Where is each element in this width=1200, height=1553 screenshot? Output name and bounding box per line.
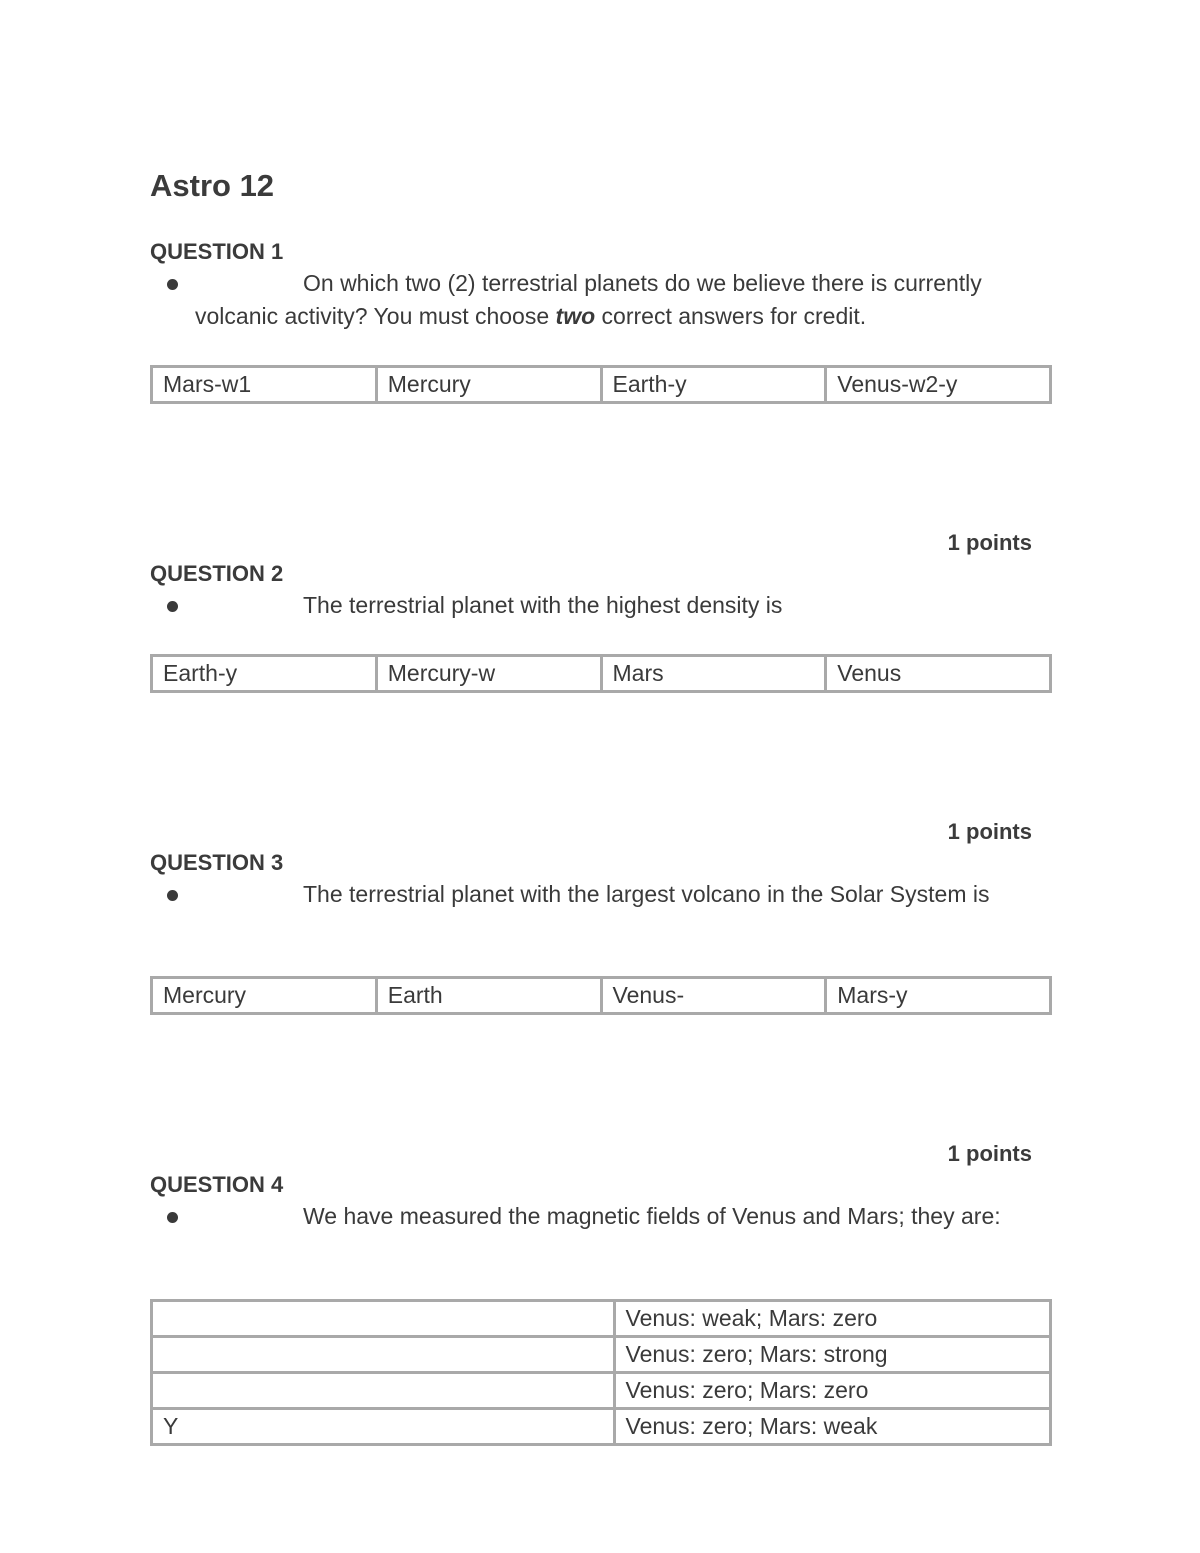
question-1-heading: QUESTION 1: [150, 239, 284, 264]
bullet-icon: [167, 601, 178, 612]
table-row: [152, 1373, 1051, 1409]
answer-mark-cell: [152, 1301, 615, 1337]
question-4-heading: QUESTION 4: [150, 1172, 284, 1197]
question-4-choices: [150, 1299, 1052, 1446]
table-row: [152, 1301, 1051, 1337]
answer-mark-cell: [152, 1373, 615, 1409]
question-2-heading: QUESTION 2: [150, 561, 284, 586]
choice-cell[interactable]: Earth-y: [152, 656, 377, 692]
question-3-heading: QUESTION 3: [150, 850, 284, 875]
choice-cell[interactable]: Earth-y: [601, 367, 826, 403]
question-3-points: 1 points: [947, 819, 1032, 844]
choice-cell[interactable]: Mercury: [152, 978, 377, 1014]
choice-cell[interactable]: Venus: [826, 656, 1051, 692]
question-1-choices: [150, 365, 1052, 404]
choice-cell[interactable]: Venus: weak; Mars: zero: [614, 1301, 1051, 1337]
choice-cell[interactable]: Venus-w2-y: [826, 367, 1051, 403]
choice-cell[interactable]: Venus-: [601, 978, 826, 1014]
choice-cell[interactable]: Mars-w1: [152, 367, 377, 403]
question-2-choices: [150, 654, 1052, 693]
document-title: Astro 12: [150, 168, 275, 203]
question-3-text: The terrestrial planet with the largest volcano in the Solar System is: [303, 881, 990, 907]
choice-cell[interactable]: Mars: [601, 656, 826, 692]
choice-cell[interactable]: Earth: [376, 978, 601, 1014]
question-4-text: We have measured the magnetic fields of Venus and Mars; they are:: [303, 1203, 1001, 1229]
question-1-text: On which two (2) terrestrial planets do we believe there is currently volcanic activity? You must choose two correct answers for credit.: [195, 270, 982, 329]
choice-cell[interactable]: Venus: zero; Mars: strong: [614, 1337, 1051, 1373]
question-2-text: The terrestrial planet with the highest density is: [303, 592, 783, 618]
choice-cell[interactable]: Mars-y: [826, 978, 1051, 1014]
question-2-points: 1 points: [947, 530, 1032, 555]
choice-cell[interactable]: Venus: zero; Mars: weak: [614, 1409, 1051, 1445]
bullet-icon: [167, 279, 178, 290]
choice-cell[interactable]: Mercury-w: [376, 656, 601, 692]
bullet-icon: [167, 890, 178, 901]
question-1-emphasis: two: [555, 302, 596, 329]
choice-cell[interactable]: Venus: zero; Mars: zero: [614, 1373, 1051, 1409]
table-row: [152, 1409, 1051, 1445]
choice-cell[interactable]: Mercury: [376, 367, 601, 403]
question-3-choices: [150, 976, 1052, 1015]
answer-mark-cell: [152, 1337, 615, 1373]
table-row: [152, 978, 1051, 1014]
table-row: [152, 656, 1051, 692]
bullet-icon: [167, 1212, 178, 1223]
question-4-points: 1 points: [947, 1141, 1032, 1166]
table-row: [152, 367, 1051, 403]
table-row: [152, 1337, 1051, 1373]
answer-mark-cell: Y: [152, 1409, 615, 1445]
